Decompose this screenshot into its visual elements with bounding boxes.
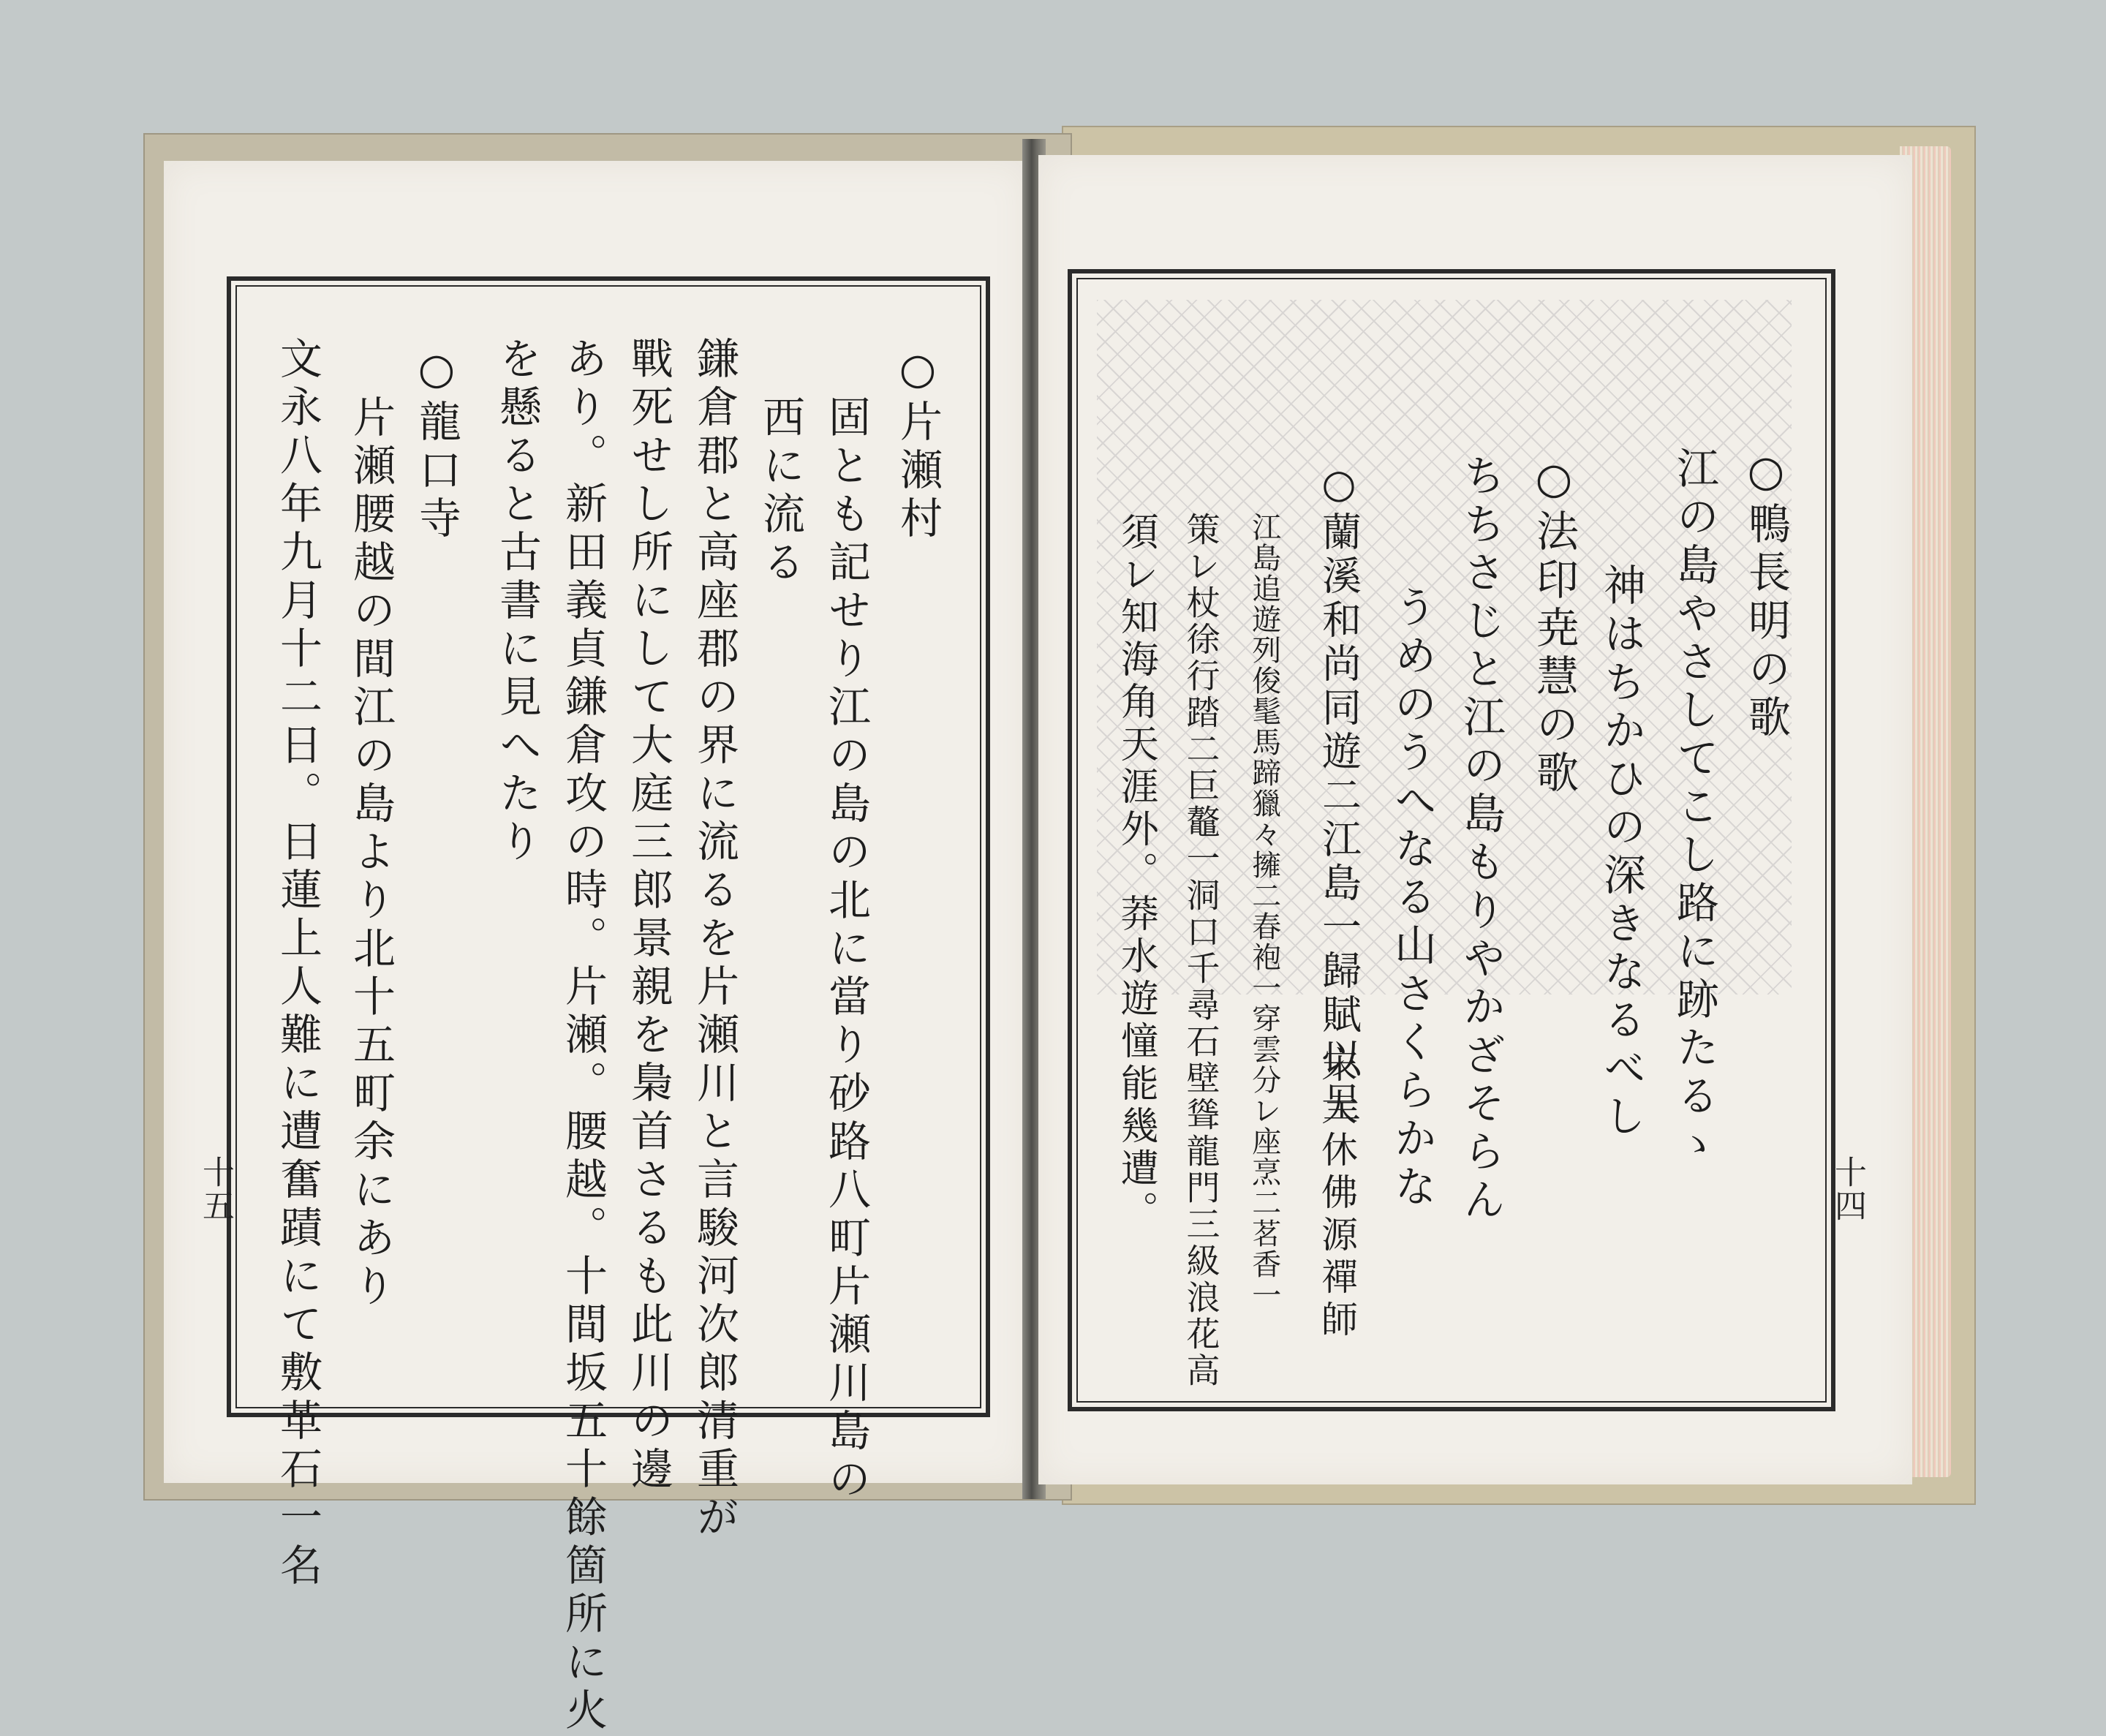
right-col-10: 策レ杖徐行踏二巨鼇一洞口千尋石壁聳龍門三級浪花高 xyxy=(1181,512,1221,1389)
left-col-5: 戰死せし所にして大庭三郎景親を梟首さるも此川の邊 xyxy=(623,336,673,1495)
left-page-border-frame xyxy=(227,276,990,1417)
left-col-1: ○片瀬村 xyxy=(892,344,943,544)
right-col-8-author: 宋大休佛源禪師 xyxy=(1316,1046,1358,1343)
right-col-2: 江の島やさしてこし路に跡たるゝ xyxy=(1669,446,1719,1170)
right-col-1: ○鴨長明の歌 xyxy=(1740,446,1791,743)
right-col-7: ○蘭溪和尚同遊二江島一歸賦以呈 xyxy=(1316,461,1362,1125)
left-col-2: 固とも記せり江の島の北に當り砂路八町片瀬川島の xyxy=(820,395,871,1505)
right-page-number: 十四 xyxy=(1829,1155,1866,1223)
left-col-4: 鎌倉郡と高座郡の界に流るを片瀬川と言駿河次郎清重が xyxy=(689,336,739,1543)
left-col-10: 文永八年九月十二日。日蓮上人難に遭奮蹟にて敷革石一名 xyxy=(272,336,322,1591)
right-col-11: 須レ知海角天涯外。莽水遊憧能幾遭。 xyxy=(1114,512,1158,1233)
left-col-9: 片瀬腰越の間江の島より北十五町余にあり xyxy=(345,395,396,1312)
right-col-5: ちちさじと江の島もりやかざそらん xyxy=(1455,453,1506,1226)
left-col-3: 西に流る xyxy=(755,395,805,588)
left-col-8: ○龍口寺 xyxy=(411,344,461,544)
right-col-3: 神はちかひの深きなるべし xyxy=(1596,563,1646,1142)
right-col-6: うめのうへなる山さくらかな xyxy=(1386,585,1437,1212)
left-col-7: を懸ると古書に見へたり xyxy=(491,336,542,867)
left-page-number: 十五 xyxy=(197,1155,234,1223)
right-col-4: ○法印尭慧の歌 xyxy=(1528,453,1579,799)
right-col-9: 江島追遊列俊髦馬蹄獵々擁二春袍一穿雲分レ座烹二茗香一 xyxy=(1247,512,1281,1310)
left-col-6: あり。新田義貞鎌倉攻の時。片瀬。腰越。十間坂五十餘箇所に火 xyxy=(557,336,608,1736)
